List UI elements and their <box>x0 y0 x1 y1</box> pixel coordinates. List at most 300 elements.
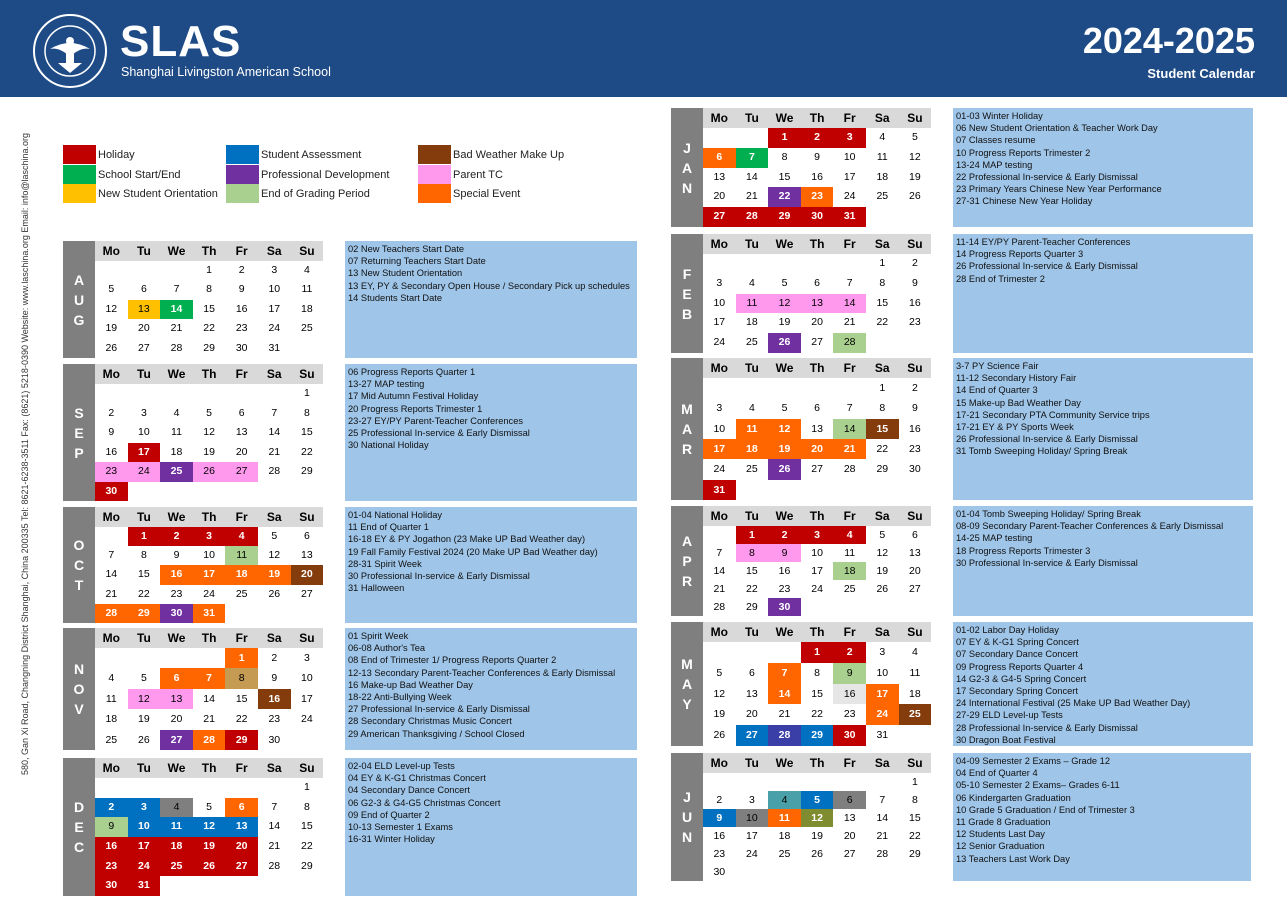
day-cell: 24 <box>128 462 161 482</box>
weekday-label: Tu <box>745 111 759 125</box>
month-notes <box>345 758 637 896</box>
day-cell: 12 <box>909 150 921 163</box>
day-cell: 15 <box>301 426 313 438</box>
day-cell: 26 <box>193 462 226 482</box>
weekday-label: Su <box>299 631 315 645</box>
weekday-label: Su <box>907 237 923 251</box>
day-cell: 9 <box>271 672 278 685</box>
weekday-label: Tu <box>745 756 759 770</box>
weekday-label: Th <box>201 244 217 258</box>
day-cell: 4 <box>173 406 180 419</box>
day-cell: 2 <box>160 527 193 546</box>
day-cell: 23 <box>909 316 921 329</box>
weekday-header <box>95 241 323 261</box>
day-cell: 9 <box>108 426 115 438</box>
day-cell: 23 <box>801 187 834 207</box>
day-cell: 19 <box>203 445 215 458</box>
day-cell: 14 <box>160 300 193 319</box>
day-cell: 19 <box>811 830 823 842</box>
month-label <box>63 241 95 358</box>
event-note: 28 End of Trimester 2 <box>956 273 1045 284</box>
day-cell: 3 <box>140 406 147 419</box>
month-label <box>671 234 703 353</box>
day-cell: 11 <box>736 419 769 439</box>
event-note: 15 Make-up Bad Weather Day <box>956 397 1081 408</box>
month-letter: A <box>681 159 693 176</box>
day-cell: 10 <box>876 666 889 679</box>
day-cell: 31 <box>268 341 281 354</box>
weekday-header <box>703 108 931 128</box>
day-cell: 15 <box>235 692 248 705</box>
event-note: 13 New Student Orientation <box>348 268 463 279</box>
day-cell: 27 <box>811 336 823 349</box>
day-cell: 8 <box>303 800 310 813</box>
day-cell: 21 <box>203 713 215 726</box>
day-cell: 13 <box>225 817 258 837</box>
day-cell: 18 <box>876 170 889 183</box>
weekday-label: We <box>775 237 794 251</box>
day-cell: 22 <box>138 587 150 600</box>
weekday-label: Fr <box>235 510 248 524</box>
weekday-header <box>703 234 931 254</box>
day-cell: 1 <box>879 257 886 269</box>
day-cell: 30 <box>713 866 726 878</box>
day-cell: 16 <box>95 837 128 857</box>
day-cell: 14 <box>746 170 758 183</box>
day-cell: 15 <box>301 820 313 833</box>
month-aug <box>63 241 630 358</box>
day-cell: 17 <box>128 837 161 857</box>
day-cell: 28 <box>768 725 801 746</box>
weekday-label: Sa <box>874 237 890 251</box>
day-cell: 27 <box>301 587 313 600</box>
day-cell: 2 <box>716 794 723 806</box>
day-cell: 2 <box>108 406 115 419</box>
weekday-header <box>95 364 323 384</box>
day-cell: 4 <box>108 672 115 685</box>
day-cell: 7 <box>768 663 801 684</box>
day-cell: 15 <box>746 565 758 577</box>
day-cell: 13 <box>128 300 161 319</box>
month-letter: G <box>73 311 85 328</box>
weekday-label: Mo <box>710 237 728 251</box>
day-cell: 19 <box>778 316 791 329</box>
month-letter: R <box>681 573 693 589</box>
day-cell: 7 <box>716 547 723 559</box>
month-label <box>63 364 95 501</box>
weekday-label: Tu <box>745 361 759 375</box>
day-cell: 13 <box>811 422 823 435</box>
day-cell: 21 <box>876 830 889 842</box>
day-cell: 23 <box>95 857 128 877</box>
day-cell: 31 <box>128 876 161 896</box>
day-cell: 19 <box>909 170 921 183</box>
day-cell: 1 <box>303 781 310 793</box>
day-cell: 10 <box>138 426 150 438</box>
day-cell: 12 <box>128 689 161 709</box>
legend-label: Holiday <box>98 148 135 161</box>
event-note: 25 Professional In-service & Early Dismissal <box>348 428 530 439</box>
day-cell: 16 <box>833 684 866 705</box>
day-cell: 3 <box>193 527 226 546</box>
event-note: 27-29 ELD Level-up Tests <box>956 710 1063 721</box>
day-cell: 4 <box>833 526 866 544</box>
event-note: 23-27 EY/PY Parent-Teacher Conferences <box>348 415 524 426</box>
day-cell: 12 <box>876 547 889 559</box>
day-cell: 3 <box>879 646 886 658</box>
day-cell: 20 <box>170 713 183 726</box>
event-note: 12-13 Secondary Parent-Teacher Conferences & Early Dismissal <box>348 667 616 678</box>
day-cell: 16 <box>778 565 791 577</box>
month-letter: T <box>74 577 84 593</box>
month-jun <box>671 753 1135 881</box>
legend-swatch <box>418 145 451 164</box>
day-cell: 22 <box>811 708 823 721</box>
day-cell: 30 <box>909 463 921 476</box>
day-cell: 7 <box>879 794 886 806</box>
weekday-header <box>95 758 323 778</box>
month-letter: E <box>74 819 84 835</box>
event-note: 16 Make-up Bad Weather Day <box>348 679 473 690</box>
weekday-label: Fr <box>843 111 856 125</box>
day-cell: 5 <box>140 672 147 685</box>
weekday-label: Tu <box>745 625 759 639</box>
day-cell: 5 <box>206 406 213 419</box>
weekday-label: Tu <box>137 510 151 524</box>
month-label <box>63 628 95 750</box>
day-cell: 7 <box>193 668 226 688</box>
day-cell: 11 <box>768 809 801 827</box>
event-note: 04 Secondary Dance Concert <box>348 785 470 796</box>
month-notes <box>953 753 1251 881</box>
day-cell: 12 <box>768 419 801 439</box>
day-cell: 26 <box>876 583 889 595</box>
day-cell: 27 <box>703 207 736 227</box>
weekday-label: Fr <box>843 625 856 639</box>
day-cell: 1 <box>736 526 769 544</box>
month-letter: M <box>681 656 693 672</box>
event-note: 12 Senior Graduation <box>956 841 1045 852</box>
day-cell: 18 <box>105 713 118 726</box>
month-letter: C <box>73 557 85 573</box>
day-cell: 10 <box>128 817 161 837</box>
event-note: 14 Progress Reports Quarter 3 <box>956 249 1084 260</box>
day-cell: 1 <box>879 382 886 394</box>
weekday-label: Tu <box>137 367 151 381</box>
weekday-label: Sa <box>266 510 282 524</box>
day-cell: 6 <box>911 529 918 541</box>
day-cell: 16 <box>909 422 921 435</box>
day-cell: 25 <box>235 587 248 600</box>
event-note: 04-09 Semester 2 Exams – Grade 12 <box>956 756 1110 766</box>
event-note: 01-04 Tomb Sweeping Holiday/ Spring Break <box>956 509 1141 519</box>
weekday-label: Tu <box>137 244 151 258</box>
month-nov <box>63 628 616 750</box>
event-note: 30 Professional In-service & Early Dismissal <box>348 571 530 582</box>
day-cell: 9 <box>814 150 821 163</box>
day-cell: 21 <box>778 708 791 721</box>
event-note: 07 Classes resume <box>956 135 1036 146</box>
weekday-header <box>703 506 931 526</box>
day-cell: 10 <box>301 672 313 685</box>
month-feb <box>671 234 1138 353</box>
day-cell: 20 <box>225 837 258 857</box>
day-cell: 18 <box>301 302 313 315</box>
day-cell: 5 <box>271 530 278 542</box>
day-cell: 16 <box>713 830 726 842</box>
day-cell: 11 <box>736 294 769 314</box>
day-cell: 19 <box>138 713 150 726</box>
weekday-label: Th <box>201 510 217 524</box>
day-cell: 1 <box>225 648 258 668</box>
event-note: 13 EY, PY & Secondary Open House / Secondary Pick up schedules <box>348 280 630 291</box>
weekday-label: Th <box>201 631 217 645</box>
day-cell: 25 <box>301 322 313 335</box>
day-cell: 18 <box>909 687 921 700</box>
weekday-label: Tu <box>137 761 151 775</box>
day-cell: 28 <box>876 848 889 860</box>
event-note: 01-04 National Holiday <box>348 510 443 520</box>
weekday-label: Tu <box>745 237 759 251</box>
day-cell: 14 <box>768 684 801 705</box>
legend-item <box>226 145 361 164</box>
day-cell: 3 <box>716 402 723 415</box>
day-cell: 26 <box>713 729 726 742</box>
month-notes <box>345 364 637 501</box>
weekday-label: Th <box>809 237 825 251</box>
day-cell: 22 <box>876 443 889 455</box>
day-cell: 23 <box>170 587 183 600</box>
day-cell: 23 <box>268 713 281 726</box>
weekday-label: Mo <box>710 509 728 523</box>
event-note: 02 New Teachers Start Date <box>348 244 465 254</box>
day-cell: 15 <box>138 568 150 581</box>
day-cell: 2 <box>833 642 866 663</box>
day-cell: 4 <box>879 131 886 143</box>
day-cell: 28 <box>843 463 856 476</box>
month-jan <box>671 108 1162 227</box>
month-apr <box>671 506 1224 616</box>
day-cell: 10 <box>203 549 215 562</box>
day-cell: 3 <box>303 652 310 664</box>
month-letter: J <box>683 139 691 156</box>
event-note: 07 EY & K-G1 Spring Concert <box>956 637 1079 648</box>
day-cell: 4 <box>748 402 755 415</box>
day-cell: 18 <box>746 316 758 329</box>
legend-swatch <box>226 165 259 184</box>
event-note: 3-7 PY Science Fair <box>956 361 1039 371</box>
event-note: 13-27 MAP testing <box>348 379 425 390</box>
day-cell: 22 <box>909 830 921 842</box>
day-cell: 20 <box>843 830 856 842</box>
event-note: 04 End of Quarter 4 <box>956 768 1038 779</box>
header-banner <box>0 0 1287 97</box>
day-cell: 6 <box>748 666 755 679</box>
event-note: 10 Progress Reports Trimester 2 <box>956 147 1091 158</box>
weekday-label: We <box>775 361 794 375</box>
weekday-label: Th <box>201 761 217 775</box>
event-note: 13-24 MAP testing <box>956 159 1033 170</box>
event-note: 11-12 Secondary History Fair <box>956 373 1077 384</box>
legend-item <box>418 145 564 164</box>
weekday-label: Th <box>809 756 825 770</box>
day-cell: 18 <box>736 439 769 459</box>
weekday-label: Sa <box>874 625 890 639</box>
event-note: 05-10 Semester 2 Exams– Grades 6-11 <box>956 780 1120 791</box>
event-note: 17-21 Secondary PTA Community Service trips <box>956 409 1150 420</box>
month-label <box>63 507 95 623</box>
day-cell: 8 <box>781 150 788 163</box>
month-notes <box>345 507 637 623</box>
day-cell: 15 <box>866 419 899 439</box>
weekday-header <box>95 628 323 648</box>
day-cell: 25 <box>843 583 856 595</box>
day-cell: 14 <box>876 812 889 824</box>
day-cell: 24 <box>713 336 726 349</box>
day-cell: 3 <box>748 794 755 806</box>
event-note: 08-09 Secondary Parent-Teacher Conferences & Early Dismissal <box>956 521 1224 532</box>
day-cell: 13 <box>301 549 313 562</box>
weekday-label: Sa <box>874 756 890 770</box>
weekday-label: Th <box>809 625 825 639</box>
event-note: 01 Spirit Week <box>348 631 409 641</box>
event-note: 06 New Student Orientation & Teacher Work Day <box>956 123 1158 134</box>
weekday-label: We <box>775 111 794 125</box>
legend-label: Student Assessment <box>261 148 362 161</box>
weekday-label: Sa <box>266 244 282 258</box>
day-cell: 6 <box>238 406 245 419</box>
weekday-label: Th <box>201 367 217 381</box>
day-cell: 29 <box>909 848 921 860</box>
event-note: 31 Halloween <box>348 583 405 594</box>
day-cell: 13 <box>801 294 834 314</box>
day-cell: 17 <box>128 443 161 463</box>
month-label <box>671 622 703 746</box>
legend-label: School Start/End <box>98 168 181 181</box>
month-letter: V <box>74 701 84 717</box>
day-cell: 8 <box>879 276 886 289</box>
day-cell: 30 <box>235 341 248 354</box>
legend-label: Bad Weather Make Up <box>453 148 565 161</box>
month-oct <box>63 507 598 623</box>
event-note: 17 Mid Autumn Festival Holiday <box>348 391 479 402</box>
day-cell: 6 <box>814 402 821 415</box>
event-note: 18 Progress Reports Trimester 3 <box>956 545 1091 556</box>
event-note: 14 End of Quarter 3 <box>956 385 1038 396</box>
day-cell: 14 <box>203 692 215 705</box>
event-note: 26 Professional In-service & Early Dismissal <box>956 434 1138 445</box>
day-cell: 23 <box>778 583 791 595</box>
day-cell: 14 <box>833 294 866 314</box>
day-cell: 8 <box>814 666 821 679</box>
day-cell: 26 <box>268 587 281 600</box>
day-cell: 25 <box>778 848 791 860</box>
day-cell: 7 <box>846 276 853 289</box>
weekday-label: Mo <box>710 756 728 770</box>
day-cell: 30 <box>768 598 801 616</box>
weekday-label: Su <box>907 111 923 125</box>
day-cell: 15 <box>778 170 791 183</box>
month-letter: A <box>681 421 693 437</box>
day-cell: 3 <box>128 798 161 818</box>
day-cell: 28 <box>833 333 866 353</box>
day-cell: 17 <box>301 692 313 705</box>
event-note: 17-21 EY & PY Sports Week <box>956 422 1074 433</box>
event-note: 13 Teachers Last Work Day <box>956 853 1070 864</box>
day-cell: 13 <box>746 687 758 700</box>
event-note: 11-14 EY/PY Parent-Teacher Conferences <box>956 237 1131 247</box>
month-label <box>671 506 703 616</box>
day-cell: 5 <box>716 666 723 679</box>
weekday-label: Su <box>299 510 315 524</box>
day-cell: 16 <box>160 565 193 584</box>
day-cell: 29 <box>746 601 758 613</box>
day-cell: 8 <box>911 794 918 806</box>
event-note: 14 Students Start Date <box>348 292 443 303</box>
month-letter: C <box>73 839 85 855</box>
weekday-header <box>703 753 931 773</box>
day-cell: 8 <box>736 544 769 562</box>
event-note: 23 Primary Years Chinese New Year Performance <box>956 184 1162 195</box>
day-cell: 7 <box>736 148 769 168</box>
event-note: 22 Professional In-service & Early Dismissal <box>956 172 1138 183</box>
weekday-label: We <box>167 367 186 381</box>
day-cell: 26 <box>193 857 226 877</box>
day-cell: 9 <box>238 283 245 296</box>
day-cell: 12 <box>193 817 226 837</box>
day-cell: 28 <box>736 207 769 227</box>
day-cell: 25 <box>746 336 758 349</box>
day-cell: 2 <box>911 382 918 394</box>
day-cell: 25 <box>876 190 889 203</box>
day-cell: 3 <box>801 526 834 544</box>
day-cell: 24 <box>811 583 823 595</box>
day-cell: 17 <box>811 565 823 577</box>
weekday-label: Fr <box>235 761 248 775</box>
day-cell: 5 <box>801 791 834 809</box>
weekday-label: Mo <box>710 111 728 125</box>
month-notes <box>953 506 1253 616</box>
event-note: 28 Secondary Christmas Music Concert <box>348 716 512 727</box>
day-cell: 7 <box>271 800 278 813</box>
day-cell: 22 <box>768 187 801 207</box>
month-may <box>671 622 1191 746</box>
day-cell: 27 <box>909 583 921 595</box>
day-cell: 16 <box>258 689 291 709</box>
day-cell: 10 <box>713 296 726 309</box>
month-label <box>671 108 703 227</box>
event-note: 01-03 Winter Holiday <box>956 111 1043 121</box>
day-cell: 10 <box>713 422 726 435</box>
month-dec <box>63 758 501 896</box>
day-cell: 12 <box>203 426 215 438</box>
day-cell: 21 <box>843 316 856 329</box>
day-cell: 28 <box>268 859 281 872</box>
day-cell: 26 <box>909 190 921 203</box>
day-cell: 25 <box>160 857 193 877</box>
event-note: 10-13 Semester 1 Exams <box>348 822 453 833</box>
day-cell: 15 <box>811 687 823 700</box>
legend-item <box>63 145 135 164</box>
event-note: 11 Grade 8 Graduation <box>956 817 1051 828</box>
day-cell: 21 <box>268 445 281 458</box>
day-cell: 11 <box>171 426 182 438</box>
day-cell: 21 <box>105 587 118 600</box>
day-cell: 2 <box>768 526 801 544</box>
event-note: 30 Dragon Boat Festival <box>956 734 1056 745</box>
day-cell: 11 <box>876 150 888 163</box>
day-cell: 7 <box>271 406 278 419</box>
